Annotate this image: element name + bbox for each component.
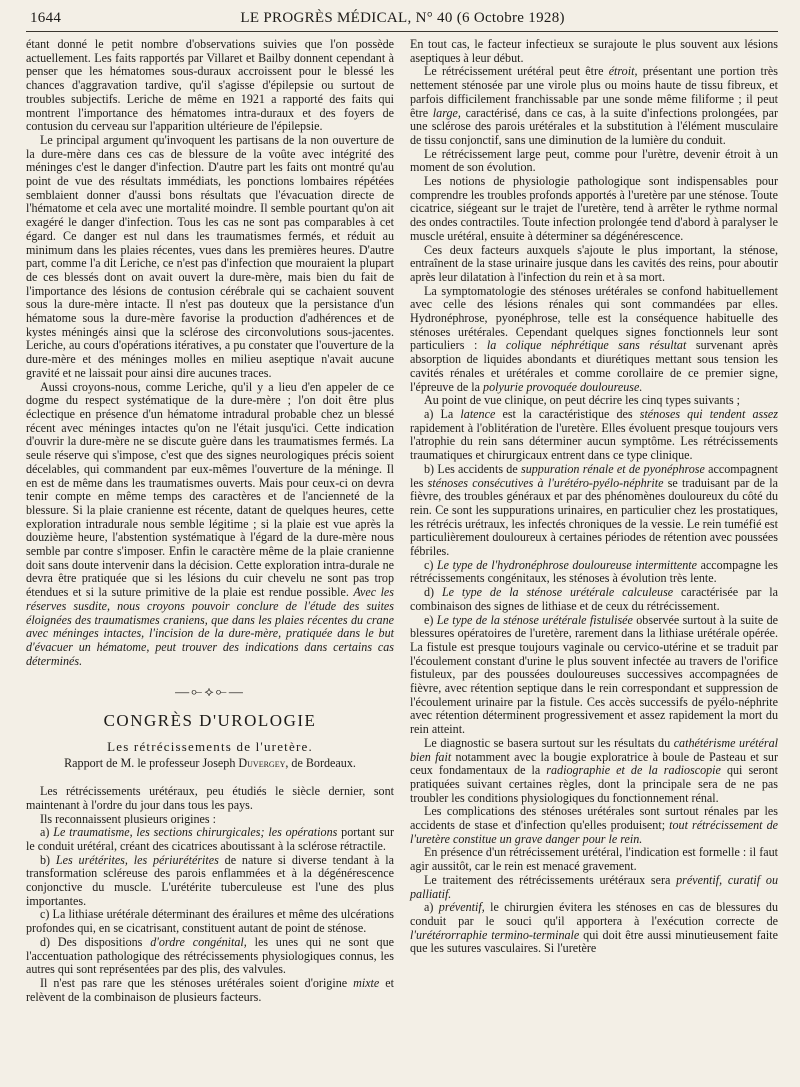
paragraph: étant donné le petit nombre d'observations suivies que l'on possède actuellement. Les faits rapportés par Villaret et Bailby donnent cependant à penser que les hématomes sous-duraux accroissent pour le blessé les chances d'aggravation tardive, qu'il s'agisse d'épilepsie ou surtout de troubles subjectifs. Leriche de même en 1921 a rapporté des faits qui montrent l'importance des hématomes intra-duraux et des foyers de contusion du cerveau sur l'apparition ultérieure de l'épilepsie. [26, 37, 394, 134]
paragraph: Le principal argument qu'invoquent les partisans de la non ouverture de la dure-mère dans ces cas de blessure de la voûte avec intégrité des méninges c'est le danger d'infection. D'autre part les faits ont montré qu'au point de vue des résultats immédiats, les ponctions lombaires répétées semblaient donner d'aussi bons résultats que l'évacuation directe de l'hématome et cela avec une mortalité moindre. Il semble pourtant qu'on ait exagéré le danger d'infection. Tous les cas ne sont pas comparables à cet égard. Ce danger est nul dans les traumatismes fermés, et réduit au minimum dans les plaies récentes, vues dans les premières heures. D'autre part, comme l'a dit Leriche, ce n'est pas d'infection que mouraient la plupart de ces blessés dont on avait ouvert la dure-mère, mais bien du fait de l'importance des lésions de contusion cérébrale qui se cachaient souvent sous la dure-mère intacte. Il n'est pas douteux que la persistance d'un hématome sous la dure-mère favorise la production d'adhérences et de kystes méningés ainsi que la sclérose des circonvolutions sous-jacentes. Leriche, au cours d'opérations itératives, a pu constater que l'ouverture de la dure-mère et des méninges molles en milieu aseptique n'avait aucune gravité et ne laissait pour ainsi dire aucunes traces. [26, 132, 394, 380]
list-item: b) Les urétérites, les périurétérites de nature si diverse tendant à la transformation scléreuse des parois enflammées et à la dégénérescence conjonctive du muscle. L'urétérite tuberculeuse est l'une des plus importantes. [26, 852, 394, 908]
running-head [26, 10, 778, 32]
paragraph: Il n'est pas rare que les sténoses urétérales soient d'origine mixte et relèvent de la combinaison de plusieurs facteurs. [26, 976, 394, 1004]
article-title: Les rétrécissements de l'uretère. [107, 738, 313, 754]
paragraph: Le traitement des rétrécissements urétéraux sera préventif, curatif ou palliatif. [410, 872, 778, 901]
section-divider: —⟜⟡⟜— [175, 685, 245, 701]
list-item: d) Des dispositions d'ordre congénital, les unes qui ne sont que l'accentuation pathologique des rétrécissements physiologiques connus, les autres qui sont représentées par des plis, des valvules. [26, 934, 395, 977]
list-item: b) Les accidents de suppuration rénale et de pyonéphrose accompagnent les sténoses consécutives à l'urétéro-pyélo-néphrite se traduisant par de la fièvre, des troubles généraux et par des phénomènes douloureux du côté du rein. Ce sont les suppurations urinaires, en particulier chez les prostatiques, les rétrécis urétraux, les infectés chroniques de la vessie. Le rein tuméfié est particulièrement douloureux à certaines périodes de rétention avec poussées fébriles. [410, 461, 778, 559]
list-item: a) La latence est la caractéristique des sténoses qui tendent assez rapidement à l'oblitération de l'uretère. Elles évoluent presque toujours vers l'atrophie du rein sans déterminer aucun symptôme. Les rétrécissements traumatiques et chirurgicaux entrent dans ce type clinique. [410, 406, 778, 463]
list-item: e) Le type de la sténose urétérale fistulisée observée surtout à la suite de blessures opératoires de l'uretère, rarement dans la lithiase urétérale opérée. La fistule est presque toujours vaginale ou cervico-utérine et se traduit par l'écoulement constant d'urine le plus souvent infectée au travers de l'orifice fistuleux, par des poussées douloureuses successives accompagnées de fièvre, avec rétention septique dans le rein correspondant et suppression de l'écoulement urinaire par la fistule. Ces accès successifs de pyélo-néphrite avec rétention déterminent progressivement et assez rapidement la mort du rein atteint. [410, 612, 778, 737]
paragraph: Ces deux facteurs auxquels s'ajoute le plus important, la sténose, entraînent de la stase urinaire jusque dans les cavités des reins, pour aboutir après leur dilatation à l'infection du rein et à sa mort. [410, 242, 778, 284]
list-item: a) Le traumatisme, les sections chirurgicales; les opérations portant sur le conduit urétéral, créant des cicatrices aboutissant à la sclérose rétractile. [26, 825, 394, 853]
list-item: c) La lithiase urétérale déterminant des érailures et même des ulcérations profondes qui, en se cicatrisant, constituent autant de point de sténose. [26, 907, 394, 936]
paragraph: En présence d'un rétrécissement urétéral, l'indication est formelle : il faut agir aussitôt, car le rein est menacé gravement. [410, 845, 778, 874]
paragraph: Ils reconnaissent plusieurs origines : [40, 811, 216, 826]
paragraph: Les rétrécissements urétéraux, peu étudiés le siècle dernier, sont maintenant à l'ordre du jour dans tous les pays. [26, 784, 394, 812]
list-item: d) Le type de la sténose urétérale calculeuse caractérisée par la combinaison des signes de lithiase et de ceux du rétrécissement. [410, 585, 779, 613]
paragraph: Au point de vue clinique, on peut décrire les cinq types suivants ; [424, 393, 741, 408]
paragraph: Le diagnostic se basera surtout sur les résultats du cathétérisme urétéral bien fait notamment avec la bougie exploratrice à boule de Pasteau et sur ceux fondamentaux de la radiographie et de la radioscopie qui seront pratiquées suivant certaines règles, dont la principale sera de ne pas troubler les conditions physiologiques du fonctionnement rénal. [410, 735, 779, 805]
list-item: c) Le type de l'hydronéphrose douloureuse intermittente accompagne les rétrécissements congénitaux, les sténoses à évolution très lente. [410, 557, 778, 586]
journal-title: LE PROGRÈS MÉDICAL, N° 40 (6 Octobre 1928) [240, 10, 565, 26]
paragraph: Le rétrécissement urétéral peut être étroit, présentant une portion très nettement sténosée par une virole plus ou moins haute de tissu fibreux, et parfois difficilement franchissable par une sonde même filiforme ; il peut être large, caractérisé, dans ce cas, à la suite d'infections prolongées, par une sclérose des parois urétérales et la substitution à l'élément musculaire de tissu conjonctif, sans une diminution de la lumière du conduit. [410, 64, 778, 147]
paragraph: Les complications des sténoses urétérales sont surtout rénales par les accidents de stase et d'infection qu'elles produisent; tout rétrécissement de l'uretère constitue un grave danger pour le rein. [410, 804, 778, 846]
report-byline: Rapport de M. le professeur Joseph Duvergey, de Bordeaux. [64, 756, 356, 771]
paragraph: La symptomatologie des sténoses urétérales se confond habituellement avec celle des lésions rénales qui sont commandées par elles. Hydronéphrose, pyonéphrose, telle est la conséquence habituelle des sténoses urétérales. Cependant quelques signes fonctionnels leur sont particuliers : la colique néphrétique sans résultat survenant après absorption de liquides abondants et diurétiques mettant sous tension les cavités rénales et urétérales et comme corollaire de ce premier signe, l'épreuve de la polyurie provoquée douloureuse. [410, 283, 778, 394]
list-item: a) préventif, le chirurgien évitera les sténoses en cas de blessures du conduit par le souci qu'il apportera à l'exécution correcte de l'urétérorraphie termino-terminale qui doit être aussi minutieusement faite que les sutures vasculaires. Si l'uretère [410, 900, 778, 956]
page-number: 1644 [30, 10, 62, 26]
paragraph: Le rétrécissement large peut, comme pour l'urètre, devenir étroit à un moment de son évolution. [410, 146, 778, 175]
paragraph: Aussi croyons-nous, comme Leriche, qu'il y a lieu d'en appeler de ce dogme du respect systématique de la dure-mère ; l'on doit être plus éclectique en présence d'un hématome intradural probable chez un blessé récent avec méninges intactes qu'on ne l'était jusqu'ici. Cette indication d'ouvrir la dure-mère ne se discute guère dans les traumatismes fermés. La seule réserve qui s'impose, c'est que des signes neurologiques précis soient décelables, qui commandent par eux-mêmes l'ouverture de la méninge. Il en est de même dans les traumatismes ouverts. Mais pour ceux-ci on devra tenir compte en même temps des caractères et de l'ancienneté de la blessure. Si la plaie cranienne est récente, datant de quelques heures, cette exploration intradurale nous semble légitime ; si la plaie est vue après la douzième heure, l'abstention systématique à l'égard de la dure-mère nous semble par contre s'imposer. Enfin le caractère même de la plaie cranienne doit sans doute intervenir dans la décision. Cette exploration intra-durale ne devra être pratiquée que si les lésions du cuir chevelu ne sont pas trop étendues et si la suture primitive de la plaie est rendue possible. Avec les réserves susdite, nous croyons pouvoir conclure de l'étude des suites éloignées des traumatismes craniens, que dans les plaies récentes du crane avec méninges intactes, l'incision de la dure-mère, pratiquée dans le but d'évacuer un hématome, peut trouver des indications dans certains cas déterminés. [26, 379, 394, 668]
left-column [26, 38, 394, 1004]
paragraph: Les notions de physiologie pathologique sont indispensables pour comprendre les troubles profonds apportés à l'uretère par une sténose. Toute cicatrice, siégeant sur le trajet de l'uretère, tend à arrêter le rythme normal des ondes contractiles. Toute infection prolongée tend d'abord à paralyser le muscle urétéral, ensuite à déterminer sa dégénérescence. [410, 174, 778, 243]
section-title: CONGRÈS D'UROLOGIE [103, 711, 317, 731]
right-column [410, 38, 778, 1004]
paragraph: En tout cas, le facteur infectieux se surajoute le plus souvent aux lésions aseptiques à leur début. [410, 37, 778, 65]
